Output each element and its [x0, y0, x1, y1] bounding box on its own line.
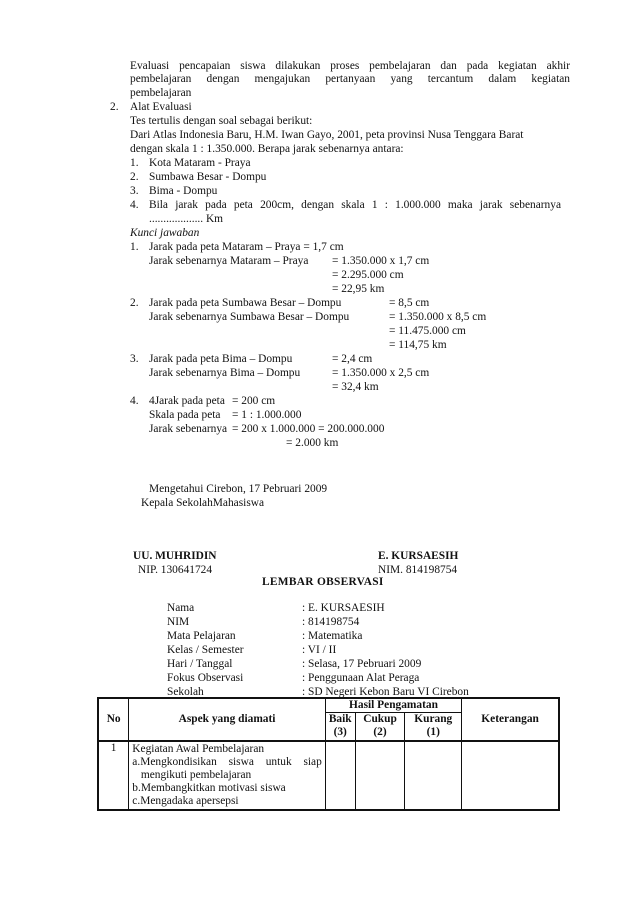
field-label-nim: NIM — [167, 616, 190, 628]
field-label-kelas: Kelas / Semester — [167, 644, 244, 656]
question-4-blank: ................... Km — [149, 213, 224, 225]
row-1-keterangan-cell[interactable] — [462, 741, 559, 810]
field-label-sekolah: Sekolah — [167, 686, 204, 698]
question-1-number: 1. — [130, 157, 139, 169]
field-label-fokus: Fokus Observasi — [167, 672, 244, 684]
question-3-number: 3. — [130, 185, 139, 197]
kurang-score: (1) — [426, 726, 440, 739]
cukup-score: (2) — [373, 726, 387, 739]
question-2-text: Sumbawa Besar - Dompu — [149, 171, 267, 183]
signature-roles-line: Kepala SekolahMahasiswa — [141, 497, 265, 509]
aspek-item: b.Membangkitkan motivasi siswa — [132, 781, 286, 794]
answer-1-line-2-label: Jarak sebenarnya Mataram – Praya — [149, 255, 309, 267]
answer-2-line-1-label: Jarak pada peta Sumbawa Besar – Dompu — [149, 297, 342, 309]
answer-1-line-1: Jarak pada peta Mataram – Praya = 1,7 cm — [149, 241, 344, 253]
signature-left-name: UU. MUHRIDIN — [133, 550, 217, 562]
section-title: Alat Evaluasi — [130, 101, 192, 113]
row-1-kurang-cell[interactable] — [405, 741, 462, 810]
field-label-mata-pelajaran: Mata Pelajaran — [167, 630, 236, 642]
answer-3-line-1-value: = 2,4 cm — [332, 353, 373, 365]
row-1-aspek — [129, 741, 326, 810]
answer-2-number: 2. — [130, 297, 139, 309]
answer-4-line-1-value: = 200 cm — [232, 395, 276, 407]
field-value-fokus: : Penggunaan Alat Peraga — [302, 672, 420, 684]
column-header-aspek: Aspek yang diamati — [129, 698, 326, 741]
answer-2-line-4: = 114,75 km — [389, 339, 447, 351]
signature-right-nim: NIM. 814198754 — [378, 564, 458, 576]
section-intro: Tes tertulis dengan soal sebagai berikut: — [130, 115, 313, 127]
column-header-kurang — [405, 713, 462, 741]
answer-1-line-2-value: = 1.350.000 x 1,7 cm — [332, 255, 430, 267]
kurang-label: Kurang — [414, 713, 453, 726]
aspek-item: Kegiatan Awal Pembelajaran — [132, 742, 265, 755]
question-2-number: 2. — [130, 171, 139, 183]
aspek-item: c.Mengadaka apersepsi — [132, 794, 239, 807]
question-4-number: 4. — [130, 199, 139, 211]
question-3-text: Bima - Dompu — [149, 185, 218, 197]
signature-date-line: Mengetahui Cirebon, 17 Pebruari 2009 — [149, 483, 328, 495]
question-line-1: Dari Atlas Indonesia Baru, H.M. Iwan Gayo, 2001, peta provinsi Nusa Tenggara Barat — [130, 129, 524, 141]
column-header-baik — [325, 713, 355, 741]
field-value-sekolah: : SD Negeri Kebon Baru VI Cirebon — [302, 686, 469, 698]
answer-3-line-1-label: Jarak pada peta Bima – Dompu — [149, 353, 293, 365]
answer-2-line-2-label: Jarak sebenarnya Sumbawa Besar – Dompu — [149, 311, 350, 323]
section-number: 2. — [110, 101, 119, 113]
field-label-nama: Nama — [167, 602, 195, 614]
answer-1-line-3: = 2.295.000 cm — [332, 269, 404, 281]
answer-4-line-1-label: 4Jarak pada peta — [149, 395, 225, 407]
answer-4-line-3-label: Jarak sebenarnya — [149, 423, 228, 435]
answer-4-line-2-label: Skala pada peta — [149, 409, 221, 421]
answer-key-title: Kunci jawaban — [130, 227, 200, 239]
field-value-nim: : 814198754 — [302, 616, 360, 628]
paragraph-line-2: pembelajaran dengan mengajukan pertanyaan yang tercantum dalam kegiatan — [130, 73, 570, 85]
row-1-number: 1 — [98, 741, 129, 810]
baik-score: (3) — [333, 726, 347, 739]
column-header-cukup — [355, 713, 405, 741]
observation-table — [97, 697, 560, 811]
answer-3-line-2-label: Jarak sebenarnya Bima – Dompu — [149, 367, 301, 379]
observation-title: LEMBAR OBSERVASI — [262, 576, 384, 588]
signature-left-nip: NIP. 130641724 — [138, 564, 213, 576]
answer-1-line-4: = 22,95 km — [332, 283, 385, 295]
answer-2-line-2-value: = 1.350.000 x 8,5 cm — [389, 311, 487, 323]
baik-label: Baik — [328, 713, 352, 726]
answer-2-line-3: = 11.475.000 cm — [389, 325, 466, 337]
answer-3-line-2-value: = 1.350.000 x 2,5 cm — [332, 367, 430, 379]
field-value-hari: : Selasa, 17 Pebruari 2009 — [302, 658, 422, 670]
answer-1-number: 1. — [130, 241, 139, 253]
paragraph-line-3: pembelajaran — [130, 87, 192, 99]
answer-4-line-3-value: = 200 x 1.000.000 = 200.000.000 — [232, 423, 385, 435]
question-line-2: dengan skala 1 : 1.350.000. Berapa jarak sebenarnya antara: — [130, 143, 404, 155]
cukup-label: Cukup — [363, 713, 397, 726]
signature-right-name: E. KURSAESIH — [378, 550, 459, 562]
answer-4-number: 4. — [130, 395, 139, 407]
field-label-hari: Hari / Tanggal — [167, 658, 233, 670]
answer-4-line-2-value: = 1 : 1.000.000 — [232, 409, 302, 421]
paragraph-line-1: Evaluasi pencapaian siswa dilakukan proses pembelajaran dan pada kegiatan akhir — [130, 60, 570, 72]
answer-2-line-1-value: = 8,5 cm — [389, 297, 430, 309]
field-value-kelas: : VI / II — [302, 644, 337, 656]
column-header-no: No — [98, 698, 129, 741]
table-row — [98, 741, 559, 810]
field-value-mata-pelajaran: : Matematika — [302, 630, 363, 642]
question-1-text: Kota Mataram - Praya — [149, 157, 251, 169]
question-4-text: Bila jarak pada peta 200cm, dengan skala 1 : 1.000.000 maka jarak sebenarnya — [149, 199, 561, 211]
answer-4-line-4: = 2.000 km — [286, 437, 339, 449]
aspek-item: a.Mengkondisikan siswa untuk siap — [132, 755, 322, 768]
answer-3-number: 3. — [130, 353, 139, 365]
column-header-keterangan: Keterangan — [462, 698, 559, 741]
row-1-baik-cell[interactable] — [325, 741, 355, 810]
aspek-item: mengikuti pembelajaran — [132, 768, 252, 781]
row-1-cukup-cell[interactable] — [355, 741, 405, 810]
column-header-hasil: Hasil Pengamatan — [325, 698, 461, 713]
field-value-nama: : E. KURSAESIH — [302, 602, 385, 614]
answer-3-line-3: = 32,4 km — [332, 381, 379, 393]
